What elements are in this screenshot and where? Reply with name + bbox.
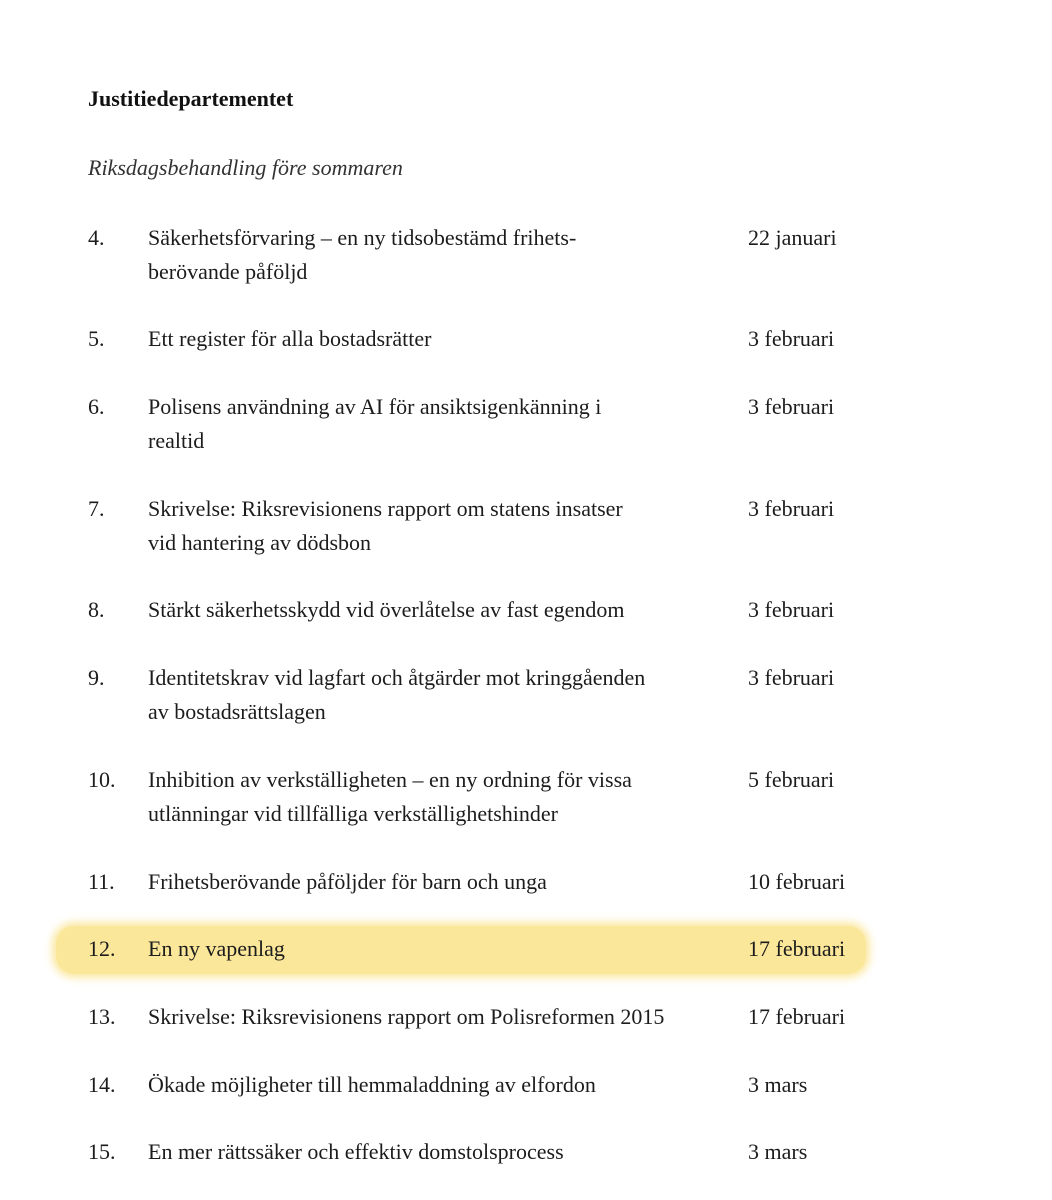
item-number: 15. [88,1139,116,1164]
item-title-line: Ett register för alla bostadsrätter [148,326,432,351]
item-date: 3 februari [748,665,835,690]
section-subtitle: Riksdagsbehandling före sommaren [88,155,403,180]
item-title-line: Skrivelse: Riksrevisionens rapport om Polisreformen 2015 [148,1004,665,1029]
item-title [148,1000,728,1034]
item-title [148,1068,728,1102]
item-title-line: Säkerhetsförvaring – en ny tidsobestämd frihets- [148,225,577,250]
item-title [148,322,728,356]
item-date: 3 mars [748,1139,808,1164]
item-date: 3 februari [748,496,835,521]
item-number: 10. [88,767,116,792]
item-title-line: Stärkt säkerhetsskydd vid överlåtelse av fast egendom [148,597,625,622]
item-title [148,390,728,458]
item-date: 17 februari [748,1004,846,1029]
item-title-line: Polisens användning av AI för ansiktsigenkänning i [148,394,602,419]
item-date: 10 februari [748,869,846,894]
item-title [148,593,728,627]
item-number: 6. [88,394,105,419]
item-title-line: vid hantering av dödsbon [148,530,372,555]
item-title [148,661,728,729]
item-title-line: utlänningar vid tillfälliga verkställighetshinder [148,801,558,826]
item-number: 9. [88,665,105,690]
item-title [148,763,728,831]
item-number: 8. [88,597,105,622]
item-date: 17 februari [748,936,846,961]
item-title-line: Identitetskrav vid lagfart och åtgärder mot kringgåenden [148,665,646,690]
item-number: 11. [88,869,115,894]
item-number: 7. [88,496,105,521]
item-title-line: av bostadsrättslagen [148,699,326,724]
item-date: 22 januari [748,225,837,250]
item-title-line: realtid [148,428,205,453]
item-title [148,1135,728,1169]
item-number: 14. [88,1072,116,1097]
item-number: 12. [88,936,116,961]
page-title: Justitiedepartementet [88,86,294,111]
item-title [148,221,728,289]
item-number: 13. [88,1004,116,1029]
item-title [148,932,728,966]
item-title-line: En mer rättssäker och effektiv domstolsprocess [148,1139,564,1164]
item-title-line: Inhibition av verkställigheten – en ny ordning för vissa [148,767,632,792]
item-title-line: berövande påföljd [148,259,308,284]
item-date: 3 februari [748,394,835,419]
item-title-line: Frihetsberövande påföljder för barn och unga [148,869,547,894]
item-date: 3 mars [748,1072,808,1097]
item-date: 3 februari [748,326,835,351]
item-title-line: En ny vapenlag [148,936,285,961]
item-title [148,492,728,560]
item-title-line: Ökade möjligheter till hemmaladdning av elfordon [148,1072,596,1097]
item-date: 3 februari [748,597,835,622]
item-date: 5 februari [748,767,835,792]
item-title-line: Skrivelse: Riksrevisionens rapport om statens insatser [148,496,623,521]
item-number: 4. [88,225,105,250]
item-title [148,865,728,899]
item-number: 5. [88,326,105,351]
